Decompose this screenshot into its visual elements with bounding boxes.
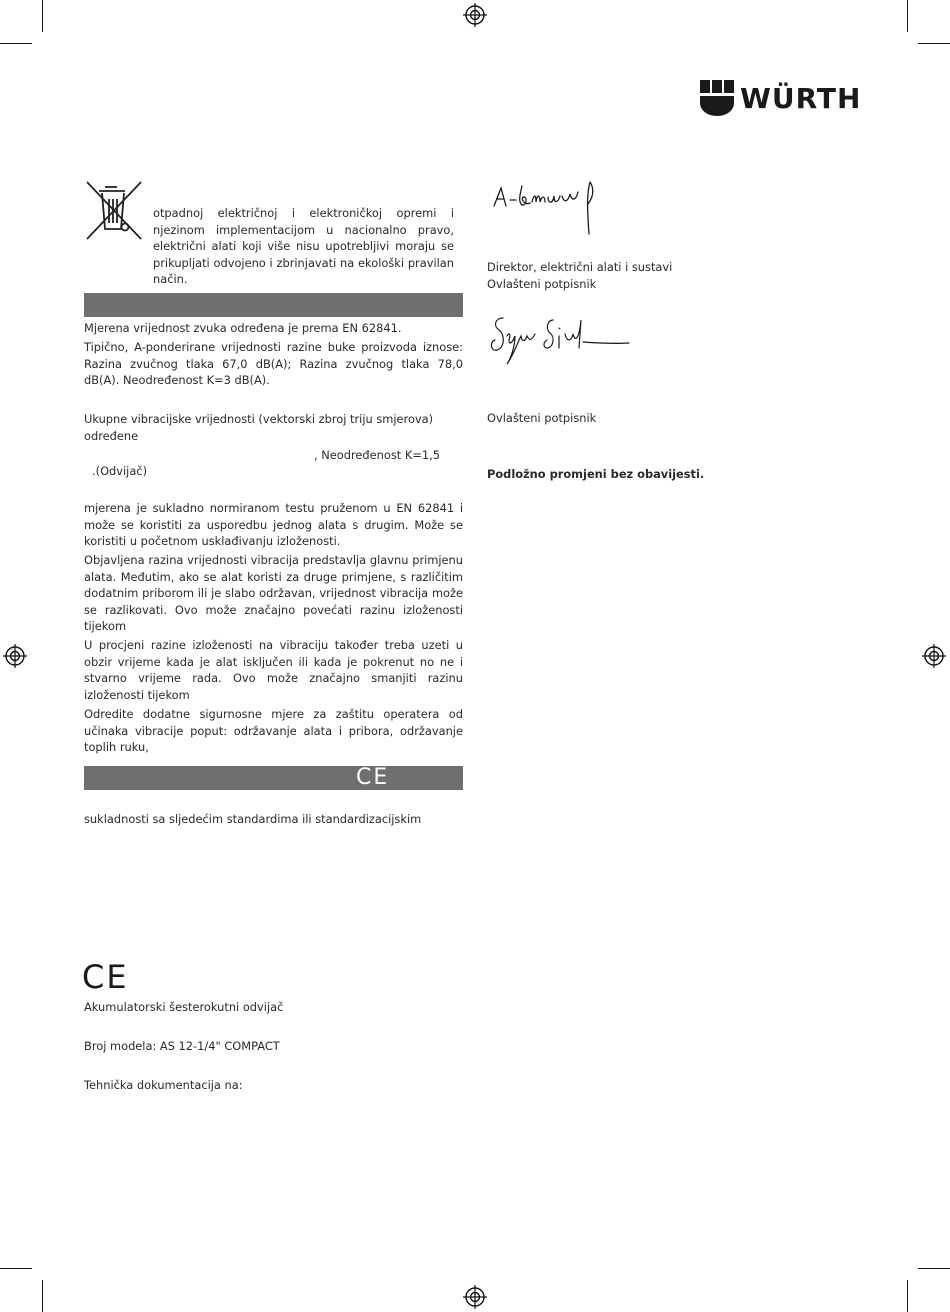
technical-documentation: Tehnička dokumentacija na: [84,1078,243,1092]
section-bar-noise [84,293,463,317]
conformity-text: sukladnosti sa sljedećim standardima ili standardizacijskim [84,812,422,826]
crossed-bin-icon [85,181,143,241]
crop-mark [42,1280,43,1312]
noise-paragraph-1: Mjerena vrijednost zvuka određena je prema EN 62841. [84,321,402,335]
authorised-signatory-1: Ovlašteni potpisnik [487,277,597,291]
product-name: Akumulatorski šesterokutni odvijač [84,1000,284,1014]
section-bar-conformity [84,766,463,790]
crop-mark [42,0,43,32]
change-notice: Podložno promjeni bez obavijesti. [487,467,705,481]
vibration-paragraph-4: U procjeni razine izloženosti na vibraciju također treba uzeti u obzir vrijeme kada je alat isključen ili kada je pokrenut no ne i stvarno vrijeme rada. Ovo može značajno smanjiti razinu izloženosti tijekom [84,638,463,702]
authorised-signatory-2: Ovlašteni potpisnik [487,411,597,425]
model-number: Broj modela: AS 12-1/4" COMPACT [84,1039,280,1053]
vibration-paragraph-1: Ukupne vibracijske vrijednosti (vektorski zbroj triju smjerova) određene [84,412,434,443]
registration-mark-icon [463,3,487,27]
registration-mark-icon [922,644,946,668]
vibration-paragraph-3: Objavljena razina vrijednosti vibracija predstavlja glavnu primjenu alata. Međutim, ako se alat koristi za druge primjene, s različitim dodatnim priborom ili je slabo održavan, vrijednost vibracija može se razlikovati. Ovo može značajno povećati razinu izloženosti tijekom [84,553,463,633]
vibration-tool: .(Odvijač) [92,464,148,478]
vibration-uncertainty: , Neodređenost K=1,5 [314,448,440,462]
signature-1 [490,178,610,240]
crop-mark [0,43,32,44]
registration-mark-icon [3,644,27,668]
ce-mark-bar: CE [356,765,390,790]
crop-mark [0,1268,32,1269]
signatory-role: Direktor, električni alati i sustavi [487,260,673,274]
noise-paragraph-2: Tipično, A-ponderirane vrijednosti razine buke proizvoda iznose: Razina zvučnog tlaka 67,0 dB(A); Razina zvučnog tlaka 78,0 dB(A). Neodređenost K=3 dB(A). [84,340,463,387]
wurth-logo [700,80,870,118]
crop-mark [907,0,908,32]
signature-2 [487,312,632,372]
ce-mark: CE [82,958,129,996]
crop-mark [907,1280,908,1312]
wurth-emblem-icon [700,80,734,116]
logo-wordmark: WÜRTH [740,82,862,115]
weee-text: otpadnoj električnoj i elektroničkoj opremi i njezinom implementacijom u nacionalno pravo, električni alati koji više nisu upotrebljivi moraju se prikupljati odvojeno i zbrinjavati na ekološki pravilan način. [153,206,454,286]
vibration-paragraph-5: Odredite dodatne sigurnosne mjere za zaštitu operatera od učinaka vibracije poput: održavanje alata i pribora, održavanje toplih ruku, [84,707,463,754]
vibration-paragraph-2: mjerena je sukladno normiranom testu pruženom u EN 62841 i može se koristiti za usporedbu jednog alata s drugim. Može se koristiti u početnom usklađivanju izloženosti. [84,501,463,548]
crop-mark [918,43,950,44]
crop-mark [918,1268,950,1269]
registration-mark-icon [463,1285,487,1309]
